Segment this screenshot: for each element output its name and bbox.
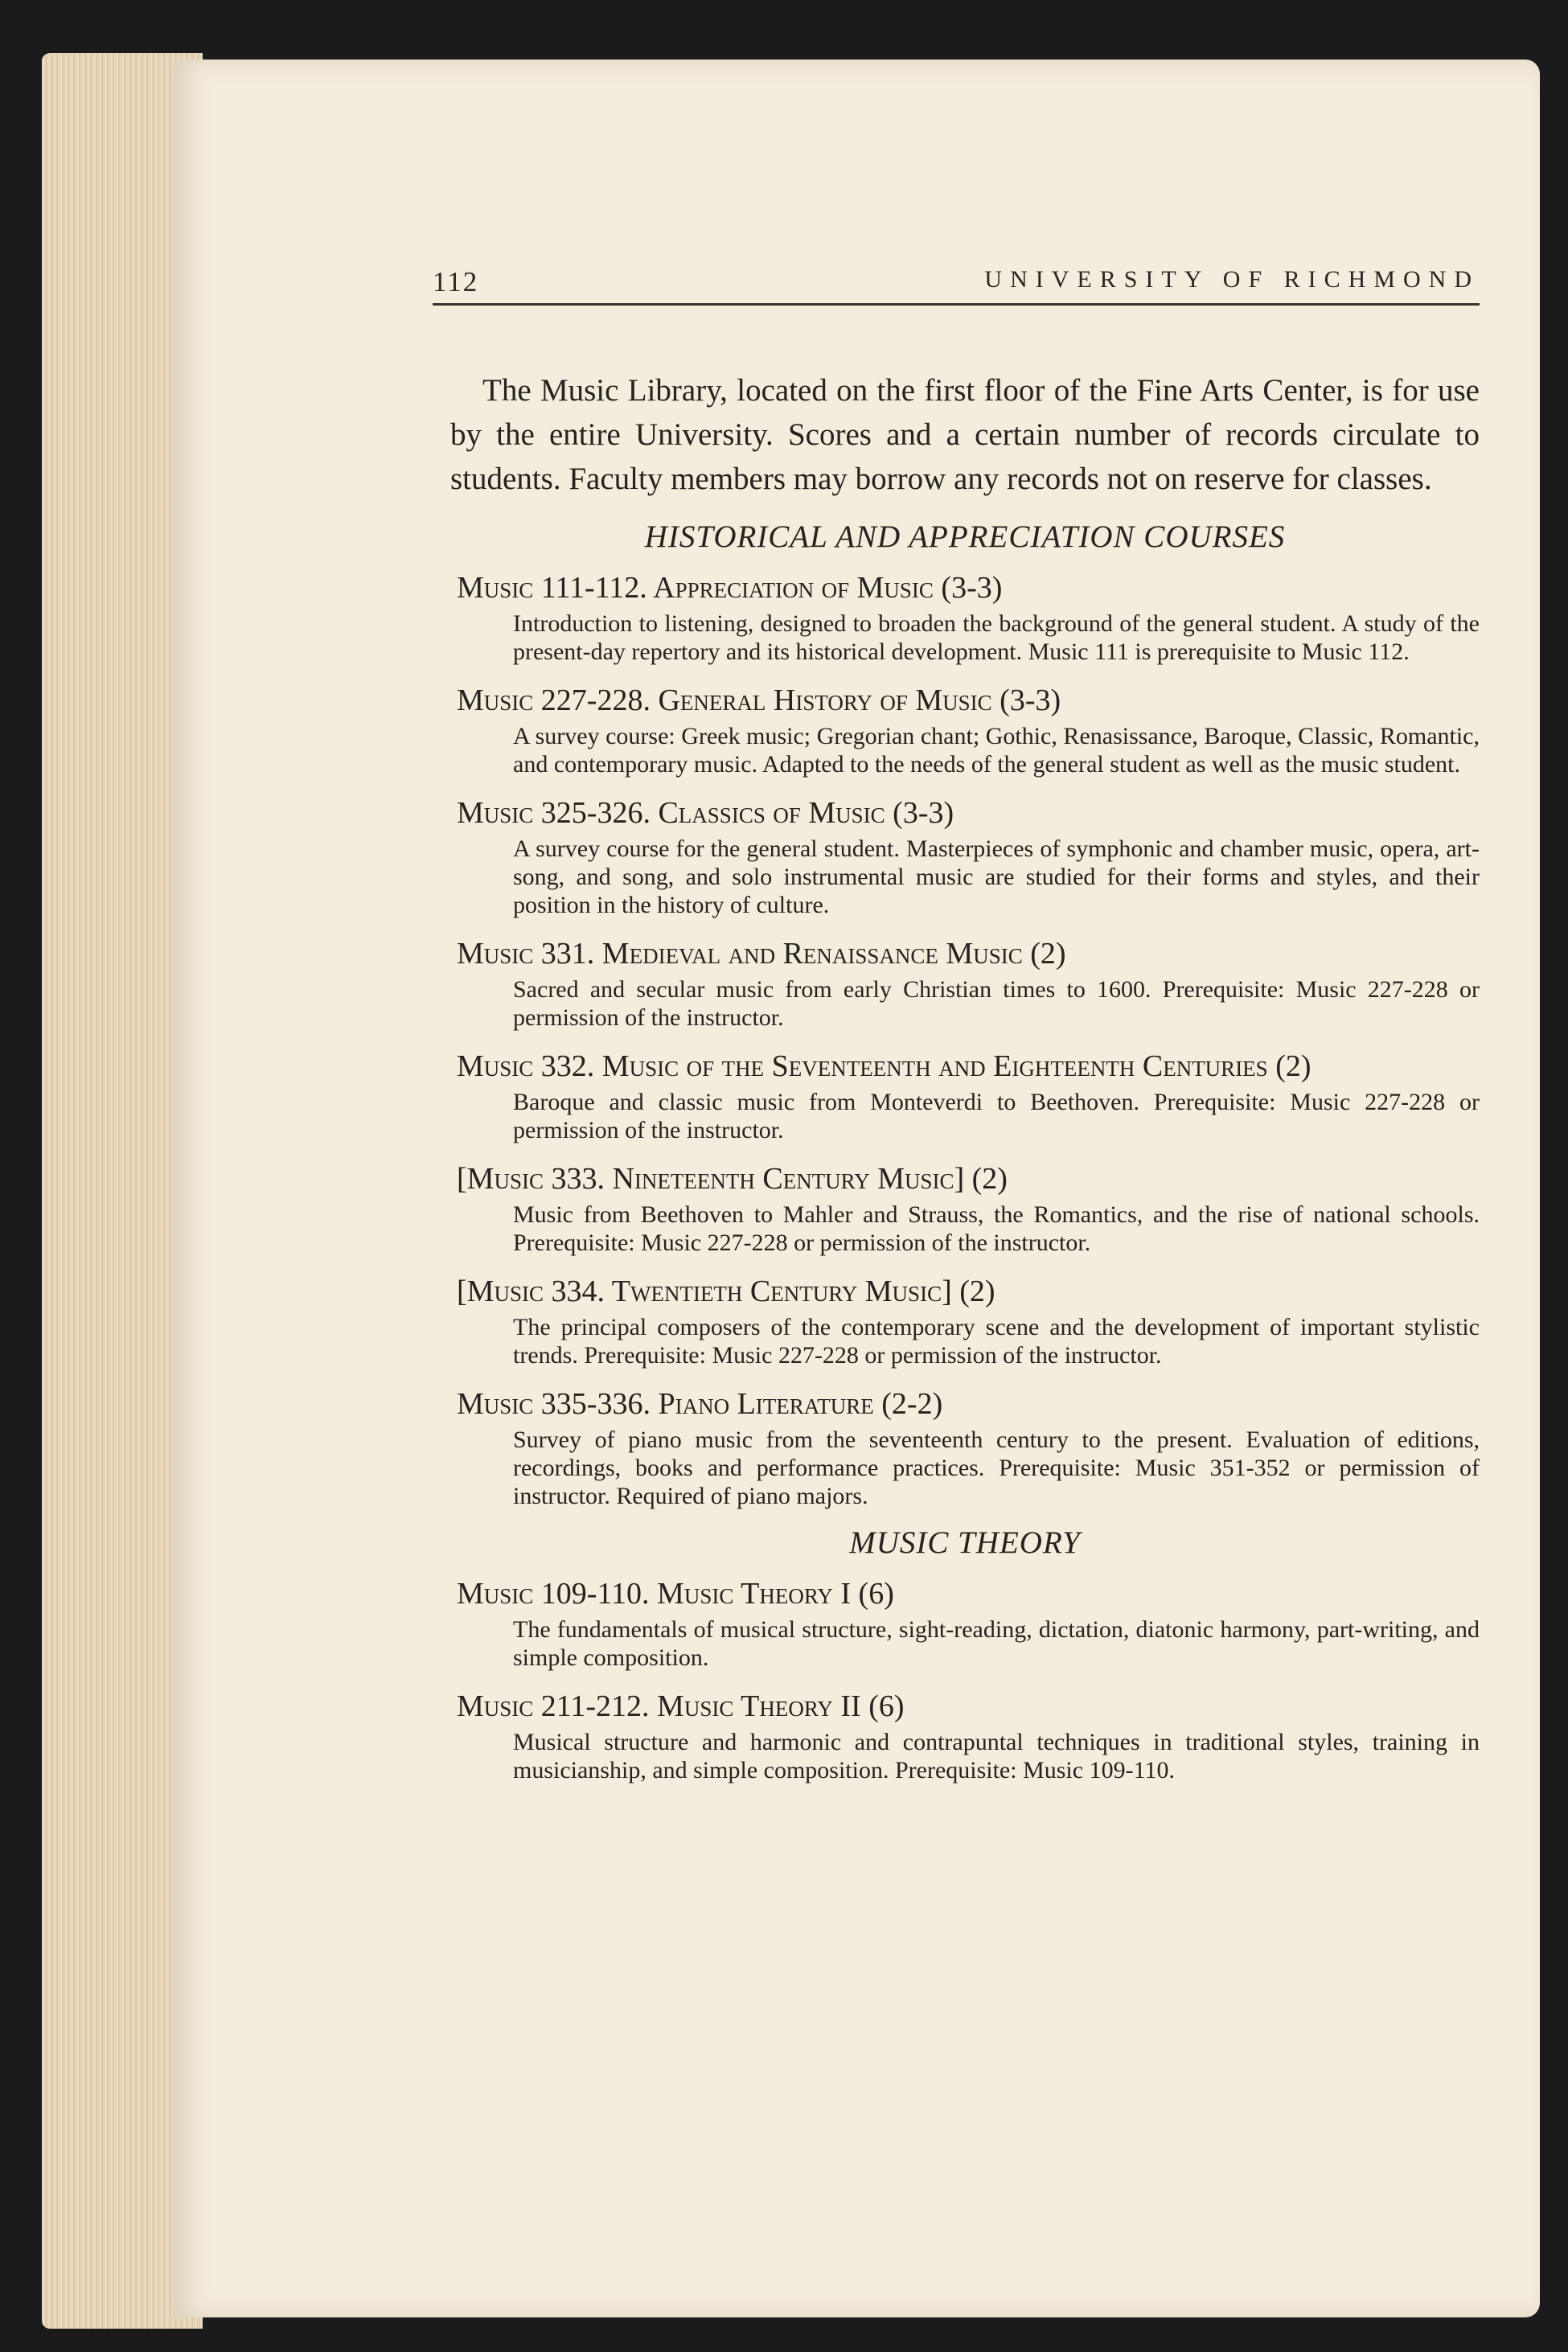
course-title: Music 111-112. Appreciation of Music (3-3) (457, 571, 1003, 605)
course-entry (450, 934, 1480, 1032)
course-description: Music from Beethoven to Mahler and Strauss, the Romantics, and the rise of national schools. Prerequisite: Music 227-228 or permission of the instructor. (513, 1201, 1480, 1256)
course-entry (450, 568, 1480, 666)
course-entry (450, 1046, 1480, 1144)
course-entry (450, 680, 1480, 778)
course-title: Music 109-110. Music Theory I (6) (457, 1577, 894, 1611)
section-theory (450, 1525, 1480, 1784)
course-entry (450, 1159, 1480, 1257)
intro-paragraph: The Music Library, located on the first floor of the Fine Arts Center, is for use by the entire University. Scores and a certain number of records circulate to students. Faculty members may borrow any records not on reserve for classes. (450, 373, 1480, 496)
page-content (450, 368, 1480, 1799)
section-historical (450, 519, 1480, 1510)
page-header (433, 263, 1480, 306)
course-description: The fundamentals of musical structure, sight-reading, dictation, diatonic harmony, part-writing, and simple composition. (513, 1616, 1480, 1671)
course-description: Musical structure and harmonic and contrapuntal techniques in traditional styles, training in musicianship, and simple composition. Prerequisite: Music 109-110. (513, 1729, 1480, 1783)
course-title: Music 335-336. Piano Literature (2-2) (457, 1387, 943, 1421)
course-title: Music 227-228. General History of Music (3-3) (457, 683, 1061, 717)
course-title: Music 325-326. Classics of Music (3-3) (457, 796, 954, 830)
course-description: Introduction to listening, designed to broaden the background of the general student. A study of the present-day repertory and its historical development. Music 111 is prerequisite to Music 112. (513, 610, 1480, 665)
course-entry (450, 1271, 1480, 1369)
course-title: Music 331. Medieval and Renaissance Music (2) (457, 937, 1066, 971)
page-number: 112 (433, 266, 479, 298)
section-heading: MUSIC THEORY (849, 1525, 1081, 1560)
course-description: Sacred and secular music from early Christian times to 1600. Prerequisite: Music 227-228 or permission of the instructor. (513, 976, 1480, 1031)
course-entry (450, 1574, 1480, 1672)
course-title: [Music 333. Nineteenth Century Music] (2) (457, 1162, 1008, 1196)
course-description: The principal composers of the contemporary scene and the development of important stylistic trends. Prerequisite: Music 227-228 or permission of the instructor. (513, 1314, 1480, 1369)
course-entry (450, 793, 1480, 919)
running-head: UNIVERSITY OF RICHMOND (984, 266, 1480, 293)
course-description: Baroque and classic music from Monteverdi to Beethoven. Prerequisite: Music 227-228 or permission of the instructor. (513, 1089, 1480, 1143)
course-title: [Music 334. Twentieth Century Music] (2) (457, 1275, 995, 1308)
course-title: Music 211-212. Music Theory II (6) (457, 1689, 905, 1723)
course-entry (450, 1384, 1480, 1510)
course-entry (450, 1686, 1480, 1784)
course-description: A survey course: Greek music; Gregorian chant; Gothic, Renasissance, Baroque, Classic, Romantic, and contemporary music. Adapted to the needs of the general student as well as the music student. (513, 723, 1480, 778)
course-title: Music 332. Music of the Seventeenth and Eighteenth Centuries (2) (457, 1049, 1311, 1083)
course-description: A survey course for the general student. Masterpieces of symphonic and chamber music, opera, art-song, and song, and solo instrumental music are studied for their forms and styles, and their position in the history of culture. (513, 835, 1480, 918)
course-description: Survey of piano music from the seventeenth century to the present. Evaluation of editions, recordings, books and performance practices. Prerequisite: Music 351-352 or permission of instructor. Required of piano majors. (513, 1426, 1480, 1509)
section-heading: HISTORICAL AND APPRECIATION COURSES (644, 519, 1286, 554)
